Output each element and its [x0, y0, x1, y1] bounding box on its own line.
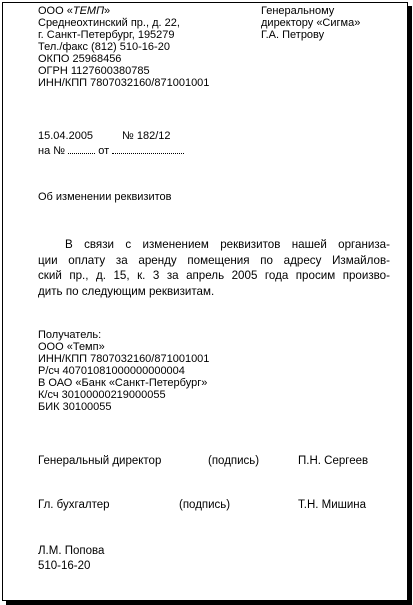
reference-reply-line — [38, 144, 184, 157]
sender-inn-kpp: ИНН/КПП 7807032160/871001001 — [38, 77, 210, 89]
recipient-corr-account: К/сч 30100000219000055 — [38, 389, 166, 401]
sender-address-line2: г. Санкт-Петербург, 195279 — [38, 29, 175, 41]
sender-org-suffix: » — [104, 5, 111, 17]
reference-number-blank — [68, 144, 95, 154]
recipient-inn-kpp: ИНН/КПП 7807032160/871001001 — [38, 353, 210, 365]
addressee-line3: Г.А. Петрову — [261, 29, 325, 41]
reference-date-blank — [112, 144, 184, 154]
letter-body — [38, 237, 390, 299]
body-line: дить по следующим реквизитам. — [38, 284, 215, 298]
letter-page — [2, 2, 408, 601]
accountant-title: Гл. бухгалтер — [38, 499, 110, 511]
executor-phone: 510-16-20 — [38, 560, 91, 572]
addressee-line2: директору «Сигма» — [261, 17, 361, 29]
letter-subject: Об изменении реквизитов — [38, 191, 172, 203]
sender-block — [38, 5, 209, 89]
reference-on-label: на № — [38, 145, 66, 157]
recipient-bank: В ОАО «Банк «Санкт-Петербург» — [38, 377, 208, 389]
executor-name: Л.М. Попова — [38, 545, 105, 557]
reference-number: № 182/12 — [122, 130, 171, 142]
sender-ogrn: ОГРН 1127600380785 — [38, 65, 150, 77]
recipient-org: ООО «Темп» — [38, 341, 105, 353]
director-name: П.Н. Сергеев — [298, 455, 369, 467]
director-signature: (подпись) — [208, 455, 260, 467]
body-line: ции оплату за аренду помещения по адресу Измайлов- — [38, 253, 390, 267]
sender-org-name: ТЕМП — [72, 5, 105, 17]
accountant-name: Т.Н. Мишина — [298, 499, 367, 511]
sender-phone: Тел./факс (812) 510-16-20 — [38, 41, 170, 53]
accountant-signature: (подпись) — [179, 499, 231, 511]
sender-okpo: ОКПО 25968456 — [38, 53, 122, 65]
recipient-label: Получатель: — [38, 329, 102, 341]
reference-date: 15.04.2005 — [38, 130, 94, 142]
sender-org-prefix: ООО « — [38, 5, 73, 17]
sender-org — [38, 5, 209, 17]
sender-address-line1: Среднеохтинский пр., д. 22, — [38, 17, 180, 29]
recipient-account: Р/сч 40701081000000000004 — [38, 365, 185, 377]
recipient-bik: БИК 30100055 — [38, 401, 112, 413]
body-line: В связи с изменением реквизитов нашей организа- — [65, 238, 390, 251]
addressee-block — [261, 5, 360, 41]
director-title: Генеральный директор — [38, 455, 162, 467]
addressee-line1: Генеральному — [261, 5, 335, 17]
body-line: ский пр., д. 15, к. 3 за апрель 2005 года просим произво- — [38, 269, 390, 282]
reference-from-label: от — [98, 145, 110, 157]
recipient-block — [38, 329, 209, 413]
